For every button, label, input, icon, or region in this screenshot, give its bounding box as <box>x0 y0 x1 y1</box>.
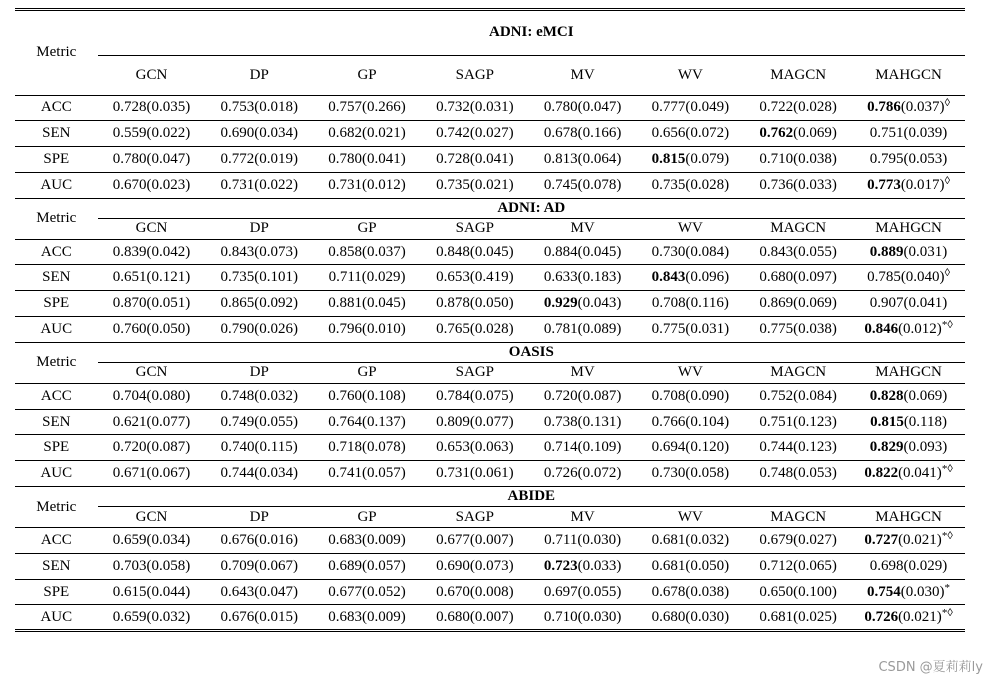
table-row <box>15 239 965 265</box>
column-header-row <box>15 55 965 95</box>
value-cell: 0.683(0.009) <box>313 528 421 554</box>
column-header-mv: MV <box>529 55 637 95</box>
value-cell: 0.720(0.087) <box>98 435 206 461</box>
value-cell: 0.689(0.057) <box>313 553 421 579</box>
metric-column-header: Metric <box>15 487 98 528</box>
column-header-mahgcn: MAHGCN <box>852 507 965 528</box>
value-cell: 0.653(0.419) <box>421 265 529 291</box>
value-cell: 0.633(0.183) <box>529 265 637 291</box>
dataset-header <box>15 11 965 55</box>
value-cell: 0.659(0.032) <box>98 605 206 631</box>
value-cell: 0.757(0.266) <box>313 95 421 121</box>
value-cell: 0.710(0.030) <box>529 605 637 631</box>
value-cell: 0.760(0.050) <box>98 317 206 343</box>
table-row <box>15 528 965 554</box>
value-cell: 0.732(0.031) <box>421 95 529 121</box>
value-cell: 0.740(0.115) <box>205 435 313 461</box>
value-cell: 0.704(0.080) <box>98 383 206 409</box>
value-cell: 0.865(0.092) <box>205 291 313 317</box>
column-header-magcn: MAGCN <box>744 55 852 95</box>
value-cell: 0.670(0.008) <box>421 579 529 605</box>
metric-label: ACC <box>15 383 98 409</box>
value-cell: 0.735(0.028) <box>637 172 745 198</box>
dataset-header <box>15 487 965 507</box>
value-cell: 0.694(0.120) <box>637 435 745 461</box>
metric-column-header: Metric <box>15 198 98 239</box>
column-header-mahgcn: MAHGCN <box>852 55 965 95</box>
value-cell: 0.929(0.043) <box>529 291 637 317</box>
value-cell: 0.839(0.042) <box>98 239 206 265</box>
value-cell: 0.559(0.022) <box>98 121 206 147</box>
value-cell: 0.731(0.022) <box>205 172 313 198</box>
value-cell: 0.679(0.027) <box>744 528 852 554</box>
value-cell: 0.728(0.035) <box>98 95 206 121</box>
value-cell: 0.843(0.096) <box>637 265 745 291</box>
metric-label: SPE <box>15 435 98 461</box>
value-cell: 0.643(0.047) <box>205 579 313 605</box>
value-cell: 0.781(0.089) <box>529 317 637 343</box>
column-header-row <box>15 507 965 528</box>
value-cell: 0.680(0.030) <box>637 605 745 631</box>
column-header-dp: DP <box>205 55 313 95</box>
value-cell: 0.828(0.069) <box>852 383 965 409</box>
value-cell: 0.680(0.007) <box>421 605 529 631</box>
metric-label: AUC <box>15 172 98 198</box>
value-cell: 0.751(0.039) <box>852 121 965 147</box>
value-cell: 0.727(0.021)*◊ <box>852 528 965 554</box>
value-cell: 0.889(0.031) <box>852 239 965 265</box>
value-cell: 0.749(0.055) <box>205 409 313 435</box>
value-cell: 0.846(0.012)*◊ <box>852 317 965 343</box>
column-header-wv: WV <box>637 362 745 383</box>
value-cell: 0.709(0.067) <box>205 553 313 579</box>
value-cell: 0.726(0.072) <box>529 461 637 487</box>
value-cell: 0.884(0.045) <box>529 239 637 265</box>
value-cell: 0.710(0.038) <box>744 147 852 173</box>
column-header-magcn: MAGCN <box>744 362 852 383</box>
value-cell: 0.712(0.065) <box>744 553 852 579</box>
table-row <box>15 383 965 409</box>
value-cell: 0.742(0.027) <box>421 121 529 147</box>
value-cell: 0.681(0.050) <box>637 553 745 579</box>
column-header-sagp: SAGP <box>421 218 529 239</box>
column-header-gp: GP <box>313 362 421 383</box>
metric-column-header: Metric <box>15 342 98 383</box>
column-header-gp: GP <box>313 55 421 95</box>
watermark: CSDN @夏莉莉ly <box>878 660 983 675</box>
dataset-title: ADNI: eMCI <box>98 11 965 55</box>
value-cell: 0.676(0.016) <box>205 528 313 554</box>
value-cell: 0.790(0.026) <box>205 317 313 343</box>
column-header-mv: MV <box>529 507 637 528</box>
value-cell: 0.772(0.019) <box>205 147 313 173</box>
column-header-gp: GP <box>313 218 421 239</box>
value-cell: 0.714(0.109) <box>529 435 637 461</box>
table-row <box>15 95 965 121</box>
value-cell: 0.711(0.029) <box>313 265 421 291</box>
metric-label: ACC <box>15 239 98 265</box>
column-header-gcn: GCN <box>98 218 206 239</box>
value-cell: 0.690(0.034) <box>205 121 313 147</box>
value-cell: 0.731(0.061) <box>421 461 529 487</box>
value-cell: 0.784(0.075) <box>421 383 529 409</box>
value-cell: 0.780(0.047) <box>529 95 637 121</box>
column-header-wv: WV <box>637 218 745 239</box>
value-cell: 0.621(0.077) <box>98 409 206 435</box>
column-header-sagp: SAGP <box>421 507 529 528</box>
column-header-sagp: SAGP <box>421 55 529 95</box>
column-header-gcn: GCN <box>98 507 206 528</box>
metric-label: SEN <box>15 553 98 579</box>
value-cell: 0.766(0.104) <box>637 409 745 435</box>
table-row <box>15 579 965 605</box>
dataset-title: ADNI: AD <box>98 198 965 218</box>
value-cell: 0.815(0.118) <box>852 409 965 435</box>
value-cell: 0.843(0.055) <box>744 239 852 265</box>
value-cell: 0.738(0.131) <box>529 409 637 435</box>
column-header-gcn: GCN <box>98 55 206 95</box>
value-cell: 0.722(0.028) <box>744 95 852 121</box>
value-cell: 0.726(0.021)*◊ <box>852 605 965 631</box>
metric-label: AUC <box>15 461 98 487</box>
column-header-magcn: MAGCN <box>744 507 852 528</box>
value-cell: 0.848(0.045) <box>421 239 529 265</box>
metric-label: SPE <box>15 579 98 605</box>
column-header-row <box>15 218 965 239</box>
value-cell: 0.764(0.137) <box>313 409 421 435</box>
value-cell: 0.676(0.015) <box>205 605 313 631</box>
value-cell: 0.775(0.031) <box>637 317 745 343</box>
table-row <box>15 461 965 487</box>
table-row <box>15 409 965 435</box>
value-cell: 0.736(0.033) <box>744 172 852 198</box>
value-cell: 0.677(0.052) <box>313 579 421 605</box>
value-cell: 0.650(0.100) <box>744 579 852 605</box>
metric-label: SEN <box>15 265 98 291</box>
value-cell: 0.843(0.073) <box>205 239 313 265</box>
column-header-dp: DP <box>205 362 313 383</box>
column-header-wv: WV <box>637 55 745 95</box>
value-cell: 0.780(0.041) <box>313 147 421 173</box>
value-cell: 0.723(0.033) <box>529 553 637 579</box>
value-cell: 0.730(0.084) <box>637 239 745 265</box>
dataset-header <box>15 342 965 362</box>
metric-column-header: Metric <box>15 11 98 95</box>
column-header-gp: GP <box>313 507 421 528</box>
value-cell: 0.718(0.078) <box>313 435 421 461</box>
value-cell: 0.752(0.084) <box>744 383 852 409</box>
value-cell: 0.731(0.012) <box>313 172 421 198</box>
column-header-mv: MV <box>529 218 637 239</box>
value-cell: 0.762(0.069) <box>744 121 852 147</box>
value-cell: 0.751(0.123) <box>744 409 852 435</box>
column-header-gcn: GCN <box>98 362 206 383</box>
column-header-dp: DP <box>205 218 313 239</box>
value-cell: 0.730(0.058) <box>637 461 745 487</box>
value-cell: 0.708(0.116) <box>637 291 745 317</box>
value-cell: 0.775(0.038) <box>744 317 852 343</box>
results-table <box>15 8 965 632</box>
value-cell: 0.795(0.053) <box>852 147 965 173</box>
value-cell: 0.813(0.064) <box>529 147 637 173</box>
value-cell: 0.708(0.090) <box>637 383 745 409</box>
value-cell: 0.829(0.093) <box>852 435 965 461</box>
column-header-magcn: MAGCN <box>744 218 852 239</box>
value-cell: 0.765(0.028) <box>421 317 529 343</box>
column-header-mv: MV <box>529 362 637 383</box>
dataset-title: OASIS <box>98 342 965 362</box>
value-cell: 0.785(0.040)◊ <box>852 265 965 291</box>
value-cell: 0.796(0.010) <box>313 317 421 343</box>
table-row <box>15 553 965 579</box>
value-cell: 0.754(0.030)* <box>852 579 965 605</box>
value-cell: 0.615(0.044) <box>98 579 206 605</box>
value-cell: 0.735(0.021) <box>421 172 529 198</box>
value-cell: 0.656(0.072) <box>637 121 745 147</box>
table-row <box>15 121 965 147</box>
value-cell: 0.697(0.055) <box>529 579 637 605</box>
value-cell: 0.671(0.067) <box>98 461 206 487</box>
value-cell: 0.815(0.079) <box>637 147 745 173</box>
metric-label: SEN <box>15 409 98 435</box>
value-cell: 0.858(0.037) <box>313 239 421 265</box>
value-cell: 0.744(0.123) <box>744 435 852 461</box>
value-cell: 0.748(0.053) <box>744 461 852 487</box>
table-row <box>15 265 965 291</box>
value-cell: 0.728(0.041) <box>421 147 529 173</box>
table-row <box>15 291 965 317</box>
value-cell: 0.711(0.030) <box>529 528 637 554</box>
table-row <box>15 147 965 173</box>
value-cell: 0.822(0.041)*◊ <box>852 461 965 487</box>
column-header-mahgcn: MAHGCN <box>852 218 965 239</box>
value-cell: 0.744(0.034) <box>205 461 313 487</box>
metric-label: AUC <box>15 605 98 631</box>
value-cell: 0.809(0.077) <box>421 409 529 435</box>
value-cell: 0.677(0.007) <box>421 528 529 554</box>
table-row <box>15 172 965 198</box>
value-cell: 0.907(0.041) <box>852 291 965 317</box>
table-row <box>15 605 965 631</box>
value-cell: 0.878(0.050) <box>421 291 529 317</box>
value-cell: 0.703(0.058) <box>98 553 206 579</box>
dataset-header <box>15 198 965 218</box>
metric-label: SPE <box>15 147 98 173</box>
column-header-sagp: SAGP <box>421 362 529 383</box>
value-cell: 0.748(0.032) <box>205 383 313 409</box>
value-cell: 0.773(0.017)◊ <box>852 172 965 198</box>
value-cell: 0.678(0.038) <box>637 579 745 605</box>
metric-label: ACC <box>15 528 98 554</box>
metric-label: SEN <box>15 121 98 147</box>
value-cell: 0.698(0.029) <box>852 553 965 579</box>
dataset-title: ABIDE <box>98 487 965 507</box>
value-cell: 0.870(0.051) <box>98 291 206 317</box>
column-header-row <box>15 362 965 383</box>
value-cell: 0.745(0.078) <box>529 172 637 198</box>
column-header-dp: DP <box>205 507 313 528</box>
value-cell: 0.682(0.021) <box>313 121 421 147</box>
metric-label: ACC <box>15 95 98 121</box>
value-cell: 0.735(0.101) <box>205 265 313 291</box>
value-cell: 0.777(0.049) <box>637 95 745 121</box>
metric-label: AUC <box>15 317 98 343</box>
metric-label: SPE <box>15 291 98 317</box>
value-cell: 0.681(0.025) <box>744 605 852 631</box>
column-header-mahgcn: MAHGCN <box>852 362 965 383</box>
value-cell: 0.690(0.073) <box>421 553 529 579</box>
value-cell: 0.760(0.108) <box>313 383 421 409</box>
table-row <box>15 435 965 461</box>
value-cell: 0.653(0.063) <box>421 435 529 461</box>
value-cell: 0.786(0.037)◊ <box>852 95 965 121</box>
table-row <box>15 317 965 343</box>
value-cell: 0.780(0.047) <box>98 147 206 173</box>
value-cell: 0.659(0.034) <box>98 528 206 554</box>
value-cell: 0.869(0.069) <box>744 291 852 317</box>
value-cell: 0.881(0.045) <box>313 291 421 317</box>
value-cell: 0.680(0.097) <box>744 265 852 291</box>
value-cell: 0.741(0.057) <box>313 461 421 487</box>
value-cell: 0.681(0.032) <box>637 528 745 554</box>
value-cell: 0.670(0.023) <box>98 172 206 198</box>
value-cell: 0.720(0.087) <box>529 383 637 409</box>
value-cell: 0.683(0.009) <box>313 605 421 631</box>
value-cell: 0.753(0.018) <box>205 95 313 121</box>
value-cell: 0.651(0.121) <box>98 265 206 291</box>
column-header-wv: WV <box>637 507 745 528</box>
value-cell: 0.678(0.166) <box>529 121 637 147</box>
